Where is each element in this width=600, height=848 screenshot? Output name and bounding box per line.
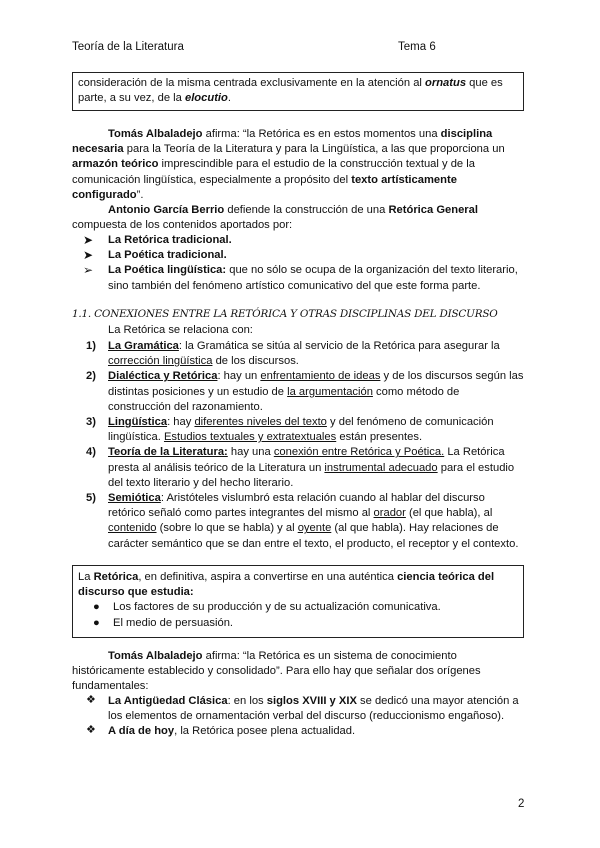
dot-bullet-icon: ● [93,616,100,629]
item-text: Los factores de su producción y de su actualización comunicativa. [113,601,441,614]
arrow-bullet-icon: ➤ [83,248,94,263]
list-item [72,491,524,552]
author-name: Antonio García Berrio [108,204,225,216]
text: para la Teoría de la Literatura y para la Lingüística, a las que proporciona un [123,143,505,156]
bold-term: Retórica [93,571,139,583]
bold-term: Retórica General [388,204,478,216]
item-title: Lingüística [108,416,168,429]
item-title: La Poética lingüística: [108,264,227,277]
text: ”. [136,188,144,201]
text: : Aristóteles vislumbró esta relación cuando al hablar del discurso retórico señaló como partes integrantes del mismo al [108,492,485,520]
text: imprescindible para el estudio de la construcción textual y de la comunicación lingüística, especialmente a propósito del [72,158,475,186]
header-tema: Tema 6 [398,41,436,53]
text: hay una [227,446,274,459]
section-intro: La Retórica se relaciona con: [108,324,253,336]
underlined-term: instrumental adecuado [324,461,438,474]
dot-bullet-icon: ● [93,601,100,614]
item-text: La Poética tradicional. [108,249,227,262]
text: , en definitiva, aspira a convertirse en una auténtica [138,571,398,583]
text: afirma: “la Retórica es en estos momentos una [202,128,441,140]
underlined-term: oyente [297,522,332,535]
summary-box [72,565,524,638]
text: La Retórica presta al análisis teórico de la Literatura un [108,446,505,474]
text: (el que habla), al [405,507,493,520]
summary-text [78,570,517,600]
underlined-term: contenido [108,522,157,535]
item-title: Semiótica [108,492,161,505]
bold-term: disciplina necesaria [72,128,493,156]
text: para el estudio del texto literario y del hecho literario. [108,461,515,489]
arrow-bullet-icon: ➢ [83,263,94,278]
text: afirma: “la Retórica es un sistema de conocimiento históricamente establecido y consolidado”. Para ello hay que señalar dos orígenes fundamentales: [72,650,481,693]
underlined-term: enfrentamiento de ideas [260,370,381,383]
list-item [73,616,517,631]
term-elocutio: elocutio [184,92,228,105]
bold-term: siglos XVIII y XIX [266,695,357,707]
underlined-term: Estudios textuales y extratextuales [163,431,337,444]
diamond-bullet-icon: ❖ [86,724,97,737]
item-title: La Gramática [108,340,179,352]
list-item [72,445,524,491]
text: (al que habla). Hay relaciones de carácter semántico que se dan entre el texto, el producto, el receptor y el contexto. [108,522,519,550]
author-name: Tomás Albaladejo [108,128,203,140]
item-title: La Antigüedad Clásica [108,695,228,707]
text: (sobre lo que se habla) y al [156,522,298,535]
box1-text: . [227,92,231,105]
text: La [78,571,94,583]
list-item [72,263,524,293]
item-number: 5) [86,492,96,505]
box1-text: consideración de la misma centrada exclusivamente en la atención al [78,77,426,89]
origins-list [72,694,524,740]
text: y del fenómeno de comunicación lingüística. [108,416,494,444]
summary-list [73,600,517,630]
text: , la Retórica posee plena actualidad. [174,725,356,738]
diamond-bullet-icon: ❖ [86,694,97,706]
text: de los discursos. [212,355,299,368]
list-item [72,248,524,263]
contents-list [72,233,524,294]
page-number: 2 [518,798,525,810]
text: : hay un [217,370,261,383]
term-ornatus: ornatus [425,77,467,89]
bold-term: ciencia teórica del discurso que estudia: [78,571,495,599]
text: : en los [227,695,267,707]
underlined-term: la argumentación [287,385,373,398]
paragraph-albaladejo-1 [72,127,524,203]
paragraph-garcia-berrio [72,203,524,233]
item-text: La Retórica tradicional. [108,234,232,246]
item-title: Dialéctica y Retórica [108,370,218,383]
author-name: Tomás Albaladejo [108,650,203,662]
underlined-term: diferentes niveles del texto [194,416,327,429]
underlined-term: conexión entre Retórica y Poética. [273,446,445,459]
text: compuesta de los contenidos aportados por: [72,219,293,232]
paragraph-albaladejo-2 [72,649,524,695]
item-number: 4) [86,446,96,459]
numbered-list [72,339,524,552]
list-item [72,415,524,445]
bold-term: armazón teórico [72,158,159,171]
text: como método de construcción del razonamiento. [108,385,460,413]
item-number: 3) [86,416,96,429]
list-item [73,600,517,615]
text: defiende la construcción de una [224,204,389,216]
list-item [72,724,524,739]
bold-term: texto artísticamente configurado [72,173,457,201]
item-number: 1) [86,340,96,352]
header-title: Teoría de la Literatura [72,41,184,53]
box1-text: que es parte, a su vez, de la [78,77,503,105]
item-number: 2) [86,370,96,383]
list-item [72,369,524,415]
underlined-term: orador [373,507,406,520]
item-text: que no sólo se ocupa de la organización del texto literario, sino también del fenómeno artístico comunicativo del que este forma parte. [108,264,518,292]
list-item [72,694,524,724]
text: : hay [167,416,195,429]
list-item [72,233,524,248]
item-title: A día de hoy [108,725,175,738]
continued-box [72,72,524,111]
arrow-bullet-icon: ➤ [83,233,94,247]
item-title: Teoría de la Literatura: [108,446,228,459]
underlined-term: corrección lingüística [108,355,213,368]
text: : la Gramática se sitúa al servicio de la Retórica para asegurar la [178,340,500,352]
text: están presentes. [336,431,423,444]
text: y de los discursos según las distintas posiciones y un estudio de [108,370,524,398]
item-text: El medio de persuasión. [113,616,234,629]
text: se dedicó una mayor atención a los elementos de ornamentación verbal del discurso (reduccionismo engañoso). [108,695,519,723]
list-item [72,339,524,369]
section-heading: 1.1. CONEXIONES ENTRE LA RETÓRICA Y OTRAS DISCIPLINAS DEL DISCURSO [72,308,498,320]
